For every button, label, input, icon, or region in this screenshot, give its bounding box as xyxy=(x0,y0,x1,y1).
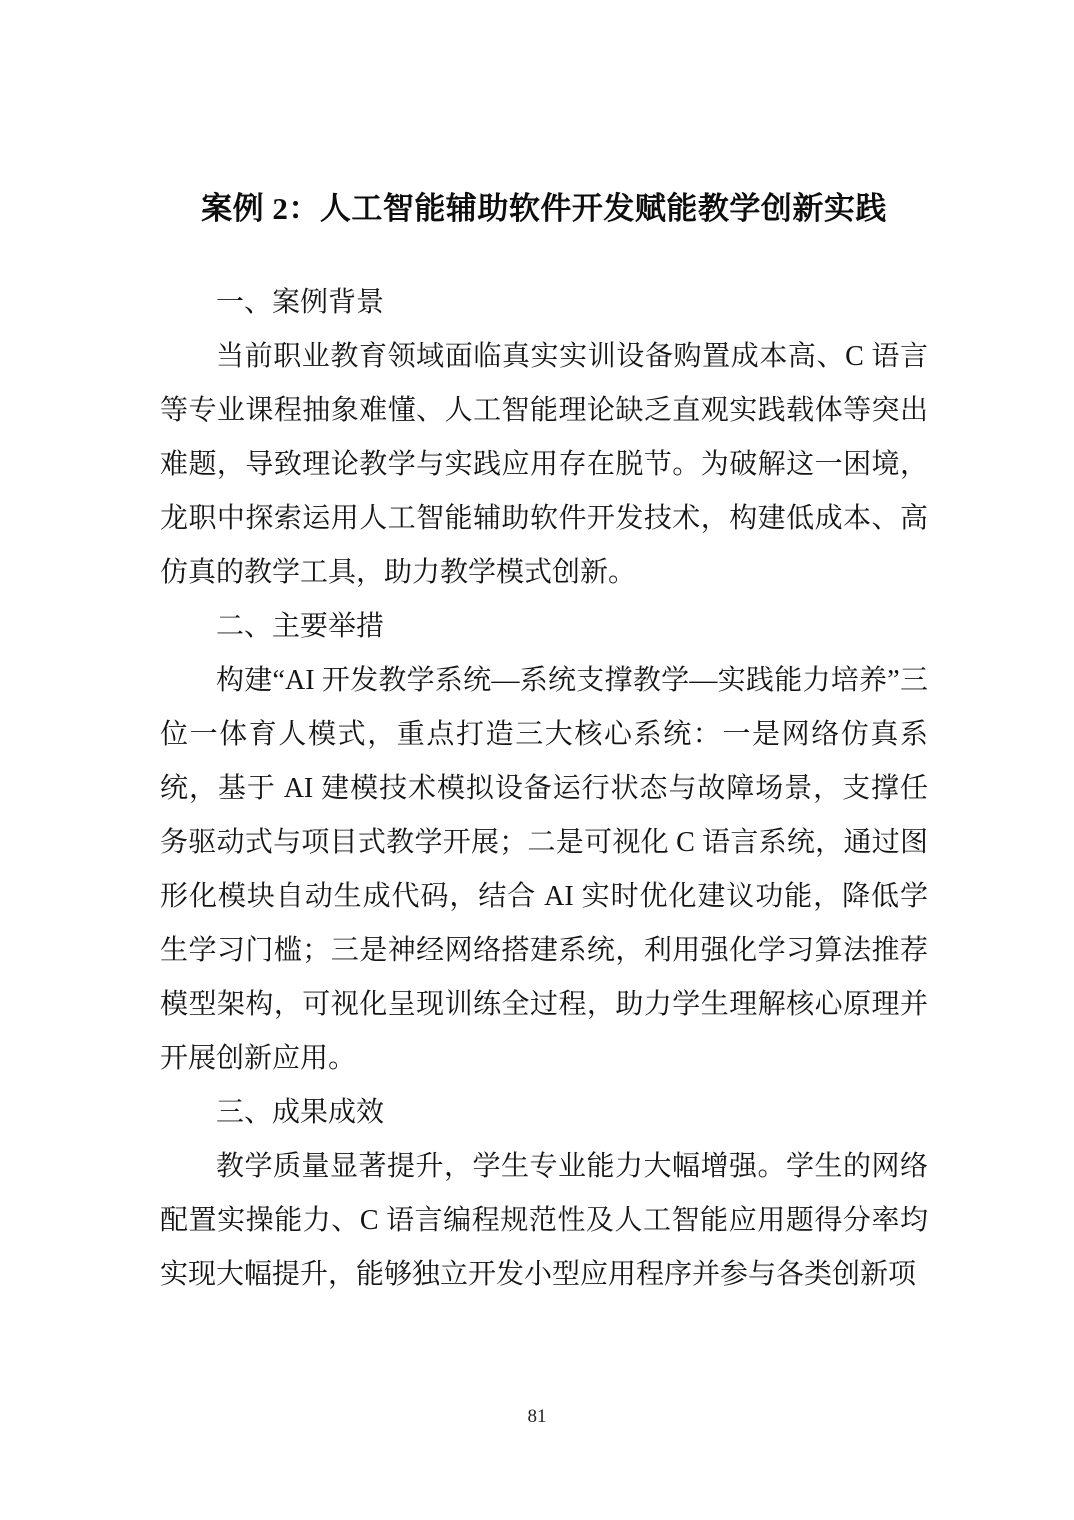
page-number: 81 xyxy=(527,1406,547,1427)
section-heading-main-measures: 二、主要举措 xyxy=(216,611,385,642)
document-title: 案例 2：人工智能辅助软件开发赋能教学创新实践 xyxy=(201,191,887,226)
section-case-background xyxy=(160,276,928,600)
section-heading-results: 三、成果成效 xyxy=(216,1097,385,1128)
document-content xyxy=(160,186,928,1302)
section-results xyxy=(160,1086,928,1302)
paragraph-results: 教学质量显著提升，学生专业能力大幅增强。学生的网络配置实操能力、C 语言编程规范性及人工智能应用题得分率均实现大幅提升，能够独立开发小型应用程序并参与各类创新项 xyxy=(160,1151,928,1290)
section-heading-case-background: 一、案例背景 xyxy=(216,287,385,318)
section-main-measures xyxy=(160,600,928,1086)
paragraph-main-measures: 构建“AI 开发教学系统—系统支撑教学—实践能力培养”三位一体育人模式，重点打造三大核心系统：一是网络仿真系统，基于 AI 建模技术模拟设备运行状态与故障场景，支撑任务驱动式与项目式教学开展；二是可视化 C 语言系统，通过图形化模块自动生成代码，结合 AI 实时优化建议功能，降低学生学习门槛；三是神经网络搭建系统，利用强化学习算法推荐模型架构，可视化呈现训练全过程，助力学生理解核心原理并开展创新应用。 xyxy=(160,665,928,1074)
paragraph-case-background: 当前职业教育领域面临真实实训设备购置成本高、C 语言等专业课程抽象难懂、人工智能理论缺乏直观实践载体等突出难题，导致理论教学与实践应用存在脱节。为破解这一困境，龙职中探索运用人工智能辅助软件开发技术，构建低成本、高仿真的教学工具，助力教学模式创新。 xyxy=(160,341,928,588)
